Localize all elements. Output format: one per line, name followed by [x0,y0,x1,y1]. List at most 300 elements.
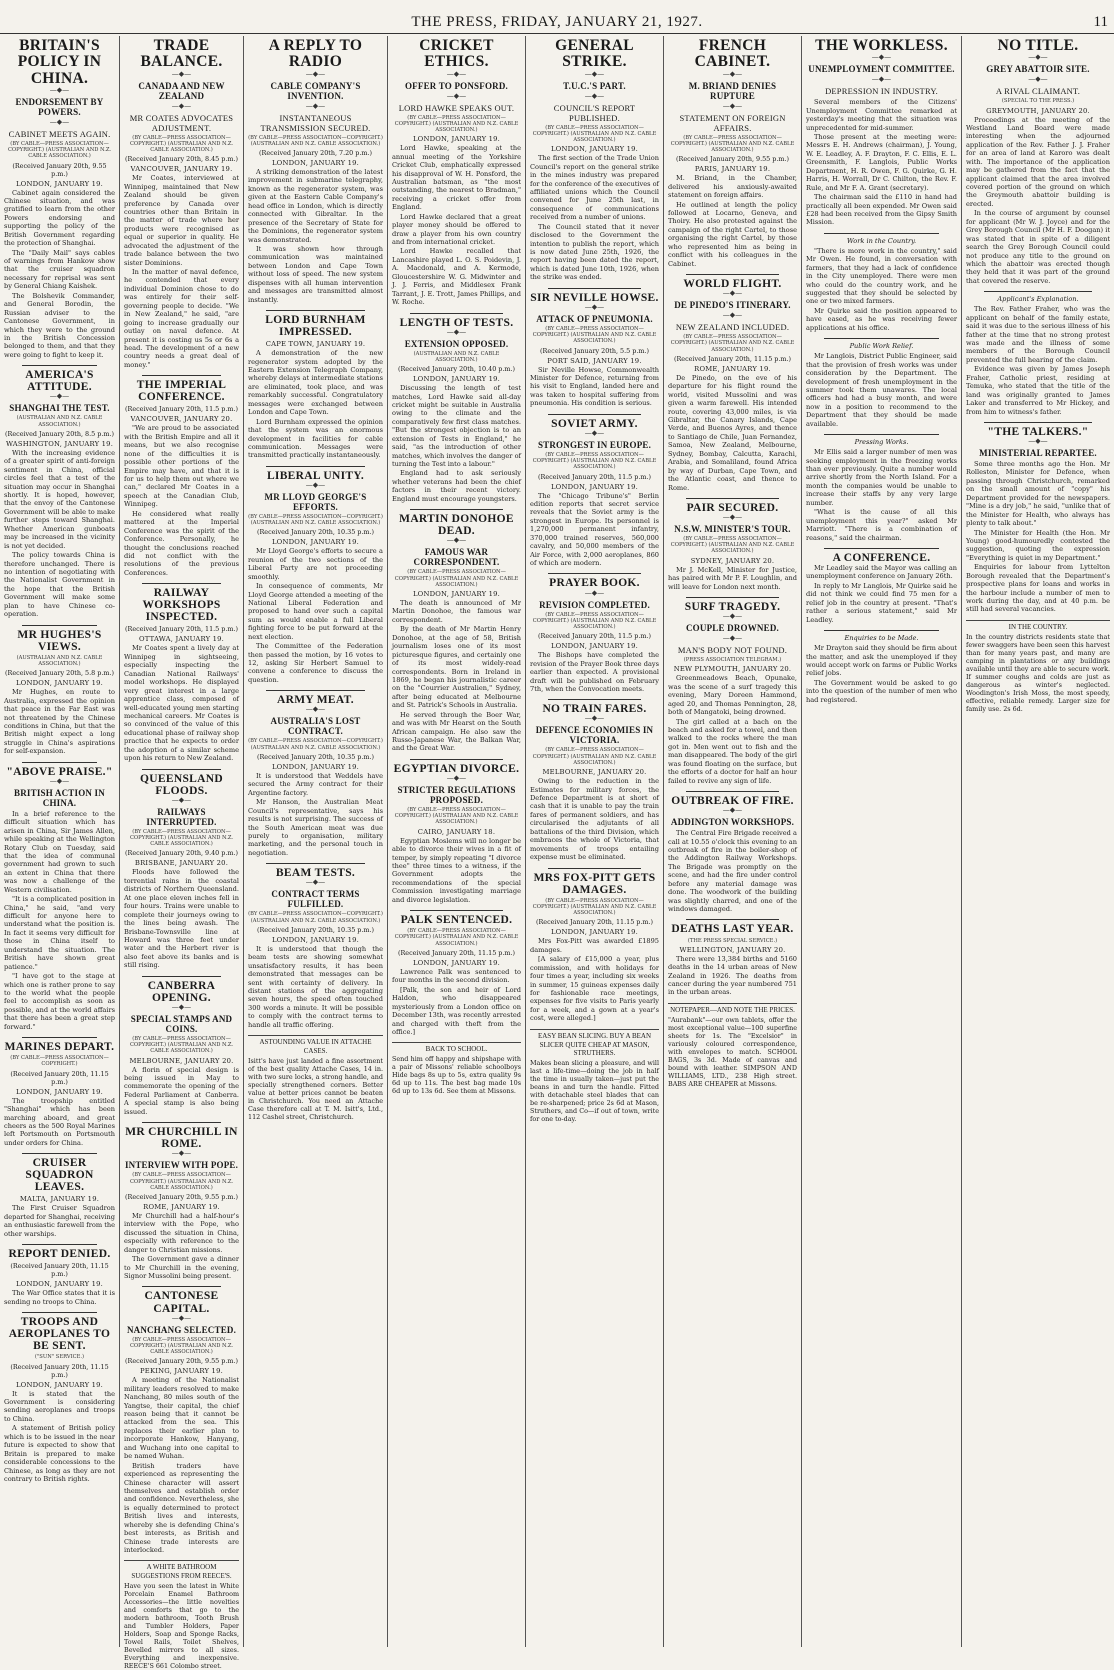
headline: CRICKET ETHICS. [419,37,494,71]
section-subheading: Enquiries to be Made. [844,634,919,643]
headline: PRAYER BOOK. [549,577,640,590]
dateline: NEW PLYMOUTH, JANUARY 20. [673,665,792,674]
headline-ornament: —◆— [584,302,605,311]
article-paragraph: Mr Ellis said a larger number of men was seeking employment in the freezing works than ever previously. Quite a number would arrive shortly from the North Island. For a month the companies would be unable to increase their staffs by any very large number. [806,448,957,507]
headline: GENERAL STRIKE. [555,37,634,71]
article-paragraph: Mr Langlois, District Public Engineer, said that the provision of fresh works was under consideration by the Department. The development of fresh unemployment in the summer took them unawares. The local officers had had a busy month, and were now in a position to recommend to the Department that they should be made available. [806,352,957,428]
headline: OUTBREAK OF FIRE. [671,795,794,807]
advertisement-heading: A WHITE BATHROOM SUGGESTIONS FROM REECE'S. [131,1563,232,1581]
headline-ornament: —◆— [722,311,743,320]
story-divider [266,863,365,864]
advertisement-heading: IN THE COUNTRY. [1008,622,1068,631]
news-story [124,769,239,970]
article-paragraph: He outlined at length the policy followed at Locarno, Geneva, and Thoiry. He also protested against the campaign of the right Cartel, to those organising the right Cartel, by those who represented him as being in conflict with his colleagues in the Cabinet. [668,200,797,268]
dateline: BRISBANE, JANUARY 20. [134,859,229,868]
advertisement-text: Have you seen the latest in White Porcelain Enamel Bathroom Accessories—the little novelties and comforts that go to the modern bathroom, Tooth Brush and Tumbler Holders, Paper Holders, Soap and Sponge Racks, Towel Rails, Toilet Shelves, Bevelled mirrors to all sizes. Everything and inexpensive. REECE'S 661 Colombo street. [124,1581,239,1670]
received-line: (Received January 20th, 9.55 p.m.) [676,155,789,164]
article-paragraph: Floods have followed the torrential rains in the coastal districts of Northern Queensland. At one place eleven inches fell in four hours. Trains were unable to complete their journeys owing to the lines being awash. The Brisbane-Townsville line at Howard was three feet under water and the Herbert river is also feet above its banks and is still rising. [124,868,239,970]
received-line: (Received January 20th, 10.35 p.m.) [256,752,375,761]
story-divider [686,597,779,598]
cable-credit: (BY CABLE—PRESS ASSOCIATION—COPYRIGHT.) (AUSTRALIAN AND N.Z. CABLE ASSOCIATION.) [129,1172,234,1191]
headline: TRADE BALANCE. [140,37,223,71]
article-paragraph: He served through the Boer War, and was with Mr Hearst on the South African campaign. He also saw the Russo-Japanese War, the Balkan War, and the Great War. [392,710,521,753]
news-story [248,38,383,304]
headline: FRENCH CABINET. [694,37,771,71]
headline: PAIR SECURED. [686,501,779,514]
news-story [668,38,797,268]
subheadline: NEW ZEALAND INCLUDED. [675,322,790,333]
subheadline: CANADA AND NEW ZEALAND [138,80,225,101]
cable-credit: (BY CABLE—PRESS ASSOCIATION—COPYRIGHT.) (AUSTRALIAN AND N.Z. CABLE ASSOCIATION.) [248,513,383,527]
news-story [4,1037,115,1147]
article-paragraph: A demonstration of the new regenerator system adopted by the Eastern Extension Telegraph Company, whereby delays at intermediate stations are eliminated, took place, and was remarkably successful. Congratulatory messages were exchanged between London and Cape Town. [248,349,383,417]
subheadline: UNEMPLOYMENT COMMITTEE. [808,64,955,75]
dateline: LONDON, JANUARY 19. [15,179,104,188]
news-story [248,466,383,685]
subheadline: ENDORSEMENT BY POWERS. [15,96,104,117]
dateline: LONDON, JANUARY 19. [412,958,501,967]
received-line: (Received January 20th, 11.5 p.m.) [538,632,651,641]
article-paragraph: With the increasing evidence of a greater spirit of anti-foreign sentiment in China, official circles feel that a test of the situation may occur in Shanghai shortly. It is hoped, however, that the envoy of the Cantonese Government will be able to make further steps toward Shanghai. Whether American gunboats may be increased in the vicinity is not yet decided. [4,448,115,550]
headline-ornament: —◆— [305,878,326,887]
dateline: LONDON, JANUARY 19. [550,145,639,154]
headline-ornament: —◆— [171,69,192,78]
subheadline: COUPLE DROWNED. [685,623,779,634]
advertisement [248,1035,383,1121]
received-line: (Received January 20th, 11.15 p.m.) [10,1262,109,1279]
article-paragraph: The Government would be asked to go into the question of the number of men who had registered. [806,678,957,704]
news-story [530,573,659,693]
dateline: LONDON, JANUARY 19. [15,1087,104,1096]
received-line: (Received January 20th, 11.15 p.m.) [535,918,654,927]
article-paragraph: The First Cruiser Squadron departed for Shanghai, receiving an enthusiastic farewell from the other warships. [4,1204,115,1238]
headline-ornament: —◆— [305,705,326,714]
article-paragraph: It was shown how through communication was maintained between London and Cape Town without loss of speed. The new system dispenses with all human intervention and messages are transmitted almost instantly. [248,244,383,304]
article-paragraph: The Council stated that it never disclosed to the Government the intention to publish the report, which is now dated June 25th, 1926, the report having been dated the report, which is dated June 10th, 1926, when the strike was ended. [530,222,659,282]
cable-credit: (BY CABLE—PRESS ASSOCIATION—COPYRIGHT.) (AUSTRALIAN AND N.Z. CABLE ASSOCIATION.) [532,611,657,630]
news-story [4,1244,115,1306]
section-subheading: Public Work Relief. [849,342,914,351]
news-story [124,38,239,369]
subheadline: DEPRESSION IN INDUSTRY. [825,86,938,97]
news-story [124,583,239,762]
subheadline: A RIVAL CLAIMANT. [995,86,1081,97]
article-paragraph: The "Daily Mail" says cables of warnings from Hankow show that the cruiser squadron necessary for reprisal was sent by General Chiang Kaishek. [4,248,115,291]
article-paragraph: In a brief reference to the difficult situation which has arisen in China, Sir James Allen, while speaking at the Wellington Rotary Club on Tuesday, said that the idea of communal government had grown to such an extent in China that there was now a challenge of the Western civilisation. [4,809,115,894]
cable-credit: (PRESS ASSOCIATION TELEGRAM.) [683,657,782,664]
news-story [4,38,115,359]
news-story [124,1122,239,1280]
story-divider [266,690,365,691]
news-story [392,509,521,753]
cable-credit: (BY CABLE—PRESS ASSOCIATION—COPYRIGHT.) (AUSTRALIAN AND N.Z. CABLE ASSOCIATION.) [129,1336,234,1356]
subheadline: BRITISH ACTION IN CHINA. [14,787,105,808]
cable-credit: (BY CABLE—PRESS ASSOCIATION—COPYRIGHT.) (AUSTRALIAN AND N.Z. CABLE ASSOCIATION.) [248,911,383,924]
story-divider [824,548,939,549]
headline-ornament: —◆— [446,536,467,545]
news-story [124,375,239,577]
news-story [392,759,521,904]
subheadline: T.U.C.'S PART. [563,80,626,91]
news-story [966,291,1110,416]
received-line: (Received January 20th, 11.15 p.m.) [673,354,792,363]
article-paragraph: The War Office states that it is sending no troops to China. [4,1289,115,1306]
cable-credit: (BY CABLE—PRESS ASSOCIATION—COPYRIGHT.) (AUSTRALIAN AND N.Z. CABLE ASSOCIATION.) [670,536,795,555]
article-paragraph: It is understood that Weddels have secured the Army contract for their Argentine factory. [248,771,383,797]
article-paragraph: Proceedings at the meeting of the Westland Land Board were made interesting when the adjourned application of the Rev. Father J. J. Fraher for an area of land at Karoro was dealt with. The importance of the application may be gathered from the fact that the applicant claimed that the area involved covered portion of the ground on which the Greymouth abattoir building is erected. [966,115,1110,208]
article-paragraph: The Bolshevik Commander, and General Borodin, the Russian adviser to the Cantonese Government, in which they were to the ground in the British Concession belonged to them, and that they were going to fight to keep it. [4,291,115,359]
advertisement-text: In the country districts residents state that fewer swaggers have been seen this harvest than for many years past, and many are camping in plantations or any buildings available until they are able to secure work. If summer coughs and colds are just as dangerous as winter's neglected. Woodington's Irish Moss, the most speedy, effective, reliable remedy. Larger size for family use. 2s 6d. [966,632,1110,713]
story-divider [142,375,221,376]
dateline: WELLINGTON, JANUARY 20. [679,945,786,954]
story-divider [824,233,939,234]
headline: ARMY MEAT. [277,694,354,707]
story-divider [548,699,641,700]
article-paragraph: De Pinedo, on the eve of his departure for his flight round the world, visited Mussolini and was given a warm farewell. His intended route, covering 43,000 miles, is via Gibraltar, the Canary Islands, Cape Verde, and Buenos Ayres, and thence to Santiago de Chile, Juan Fernandez, Samoa, New Zealand, Melbourne, Sydney, Bombay, Calcutta, Karachi, Arabia, and Somaliland, found Africa by way of Durban, Cape Town, and the Atlantic coast, and thence to Rome. [668,373,797,492]
cable-credit: (BY CABLE—PRESS ASSOCIATION—COPYRIGHT.) (AUSTRALIAN AND N.Z. CABLE ASSOCIATION.) [129,134,234,153]
cable-credit: (BY CABLE—PRESS ASSOCIATION—COPYRIGHT.) (AUSTRALIAN AND N.Z. CABLE ASSOCIATION.) [394,928,519,947]
received-line: (Received January 20th, 8.5 p.m.) [5,429,114,438]
news-story [806,233,957,332]
subheadline: MINISTERIAL REPARTEE. [979,448,1097,458]
advertisement-text: Isitt's have just landed a fine assortment of the best quality Attache Cases, 14 in. with two sure locks, a strong handle, and specially strengthened corners. Better value at better prices cannot be beaten in Christchurch. You need an Attache Case therefore call at T. M. Isitt's, Ltd., 112 Cashel street, Christchurch. [248,1056,383,1121]
news-story [124,1286,239,1554]
news-story [248,310,383,460]
story-divider [22,365,97,366]
subheadline: SHANGHAI THE TEST. [9,403,110,414]
subheadline: EXTENSION OPPOSED. [404,338,509,349]
article-paragraph: Lord Hawke, speaking at the annual meeting of the Yorkshire Cricket Club, emphatically expressed his disapproval of W. H. Ponsford, the Australian batsman, as "the most outstanding, the nearest to Bradman," receiving a cricket offer from England. [392,144,521,212]
article-paragraph: Mr J. McKell, Minister for Justice, has paired with Mr P. F. Loughlin, and will leave for London next month. [668,565,797,591]
received-line: (Received January 20th, 11.15 p.m.) [10,1362,109,1379]
story-divider [22,762,97,763]
subheadline: FAMOUS WAR CORRESPONDENT. [413,547,500,568]
article-paragraph: "There is more work in the country," said Mr Owen. He found, in conversation with farmers, that they had a lack of confidence in the City unemployed. There were men who could do the country work, and he suggested that they should be selected by one or two mixed farmers. [806,246,957,306]
subheadline: MR LLOYD GEORGE'S EFFORTS. [264,491,367,512]
story-divider [22,1244,97,1245]
article-paragraph: M. Briand, in the Chamber, delivered his anxiously-awaited statement on foreign affairs. [668,174,797,200]
article-paragraph: Mr Coates, interviewed at Winnipeg, maintained that New Zealand should be given preference by Canada over countries other than Britain in the matter of trade where her products were recognised as equal or superior in quality. He advocated the adjustment of the trade balance between the two sister Dominions. [124,174,239,267]
headline: SIR NEVILLE HOWSE. [530,291,659,304]
article-paragraph: Enquiries for labour from Lyttelton Borough revealed that the Department's prospective plans for loans and works in the harbour include a number of men to work during the day, and at 40 p.m. be still had several vacancies. [966,563,1110,614]
story-divider [22,1312,97,1313]
article-paragraph: Lord Hawke declared that a great player money should be offered to draw a player from his own country and from international cricket. [392,212,521,247]
headline: REPORT DENIED. [8,1248,111,1261]
masthead-title: THE PRESS, FRIDAY, JANUARY 21, 1927. [411,14,703,30]
cable-credit: (BY CABLE—PRESS ASSOCIATION—COPYRIGHT.) (AUSTRALIAN AND N.Z. CABLE ASSOCIATION.) [394,114,519,133]
headline-ornament: —◆— [722,634,743,643]
dateline: CAPE TOWN, JANUARY 19. [265,340,366,349]
news-story [668,919,797,996]
headline-ornament: —◆— [171,101,192,110]
dateline: MELBOURNE, JANUARY 20. [542,768,647,777]
news-story [392,313,521,504]
dateline: LONDON, JANUARY 19. [271,762,360,771]
newspaper-masthead [0,0,1114,34]
headline-ornament: —◆— [584,588,605,597]
received-line: (Received January 20th, 11.15 p.m.) [10,1069,109,1086]
story-divider [548,573,641,574]
news-story [4,365,115,618]
received-line: (Received January 20th, 9.40 p.m.) [125,849,238,858]
cable-credit: (BY CABLE—PRESS ASSOCIATION—COPYRIGHT.) (AUSTRALIAN AND N.Z. CABLE ASSOCIATION.) [532,897,657,917]
headline: AMERICA'S ATTITUDE. [25,369,94,394]
dateline: LONDON, JANUARY 19. [412,135,501,144]
headline-ornament: —◆— [305,101,326,110]
headline-ornament: —◆— [49,85,70,94]
cable-credit: (BY CABLE—PRESS ASSOCIATION—COPYRIGHT.) (AUSTRALIAN AND N.Z. CABLE ASSOCIATION.) [670,334,795,353]
cable-credit: (BY CABLE—PRESS ASSOCIATION—COPYRIGHT.) (AUSTRALIAN AND N.Z. CABLE ASSOCIATION.) [532,451,657,471]
headline: THE WORKLESS. [815,37,948,54]
cable-credit: (BY CABLE—PRESS ASSOCIATION—COPYRIGHT.) (AUSTRALIAN AND N.Z. CABLE ASSOCIATION.) [248,134,383,147]
headline-ornament: —◆— [171,1002,192,1011]
advertisement [392,1042,521,1095]
newspaper-columns [0,36,1114,1670]
section-subheading: Pressing Works. [854,438,909,447]
dateline: LONDON, JANUARY 19. [550,482,639,491]
dateline: PEKING, JANUARY 19. [140,1367,223,1376]
subheadline: OFFER TO PONSFORD. [404,80,509,91]
headline: BEAM TESTS. [275,867,356,880]
subheadline: LORD HAWKE SPEAKS OUT. [398,102,515,113]
story-divider [548,288,641,289]
headline-ornament: —◆— [871,53,892,62]
article-paragraph: A striking demonstration of the latest improvement in submarine telegraphy, known as the regenerator system, was given at the Eastern Cable Company's head office in London, which is directly connected with Gibraltar. In the presence of the Secretary of State for the Dominions, the regenerator system was demonstrated. [248,168,383,244]
headline-ornament: —◆— [446,69,467,78]
subheadline: STATEMENT ON FOREIGN AFFAIRS. [679,112,786,133]
headline-ornament: —◆— [446,773,467,782]
story-divider [266,466,365,467]
dateline: MALTA, JANUARY 19. [19,1195,100,1204]
article-paragraph: [Palk, the son and heir of Lord Haldon, who disappeared mysteriously from a London office on December 13th, was recently arrested and charged with theft from the office.] [392,985,521,1036]
headline-ornament: —◆— [446,91,467,100]
article-paragraph: The Bishops have completed the revision of the Prayer Book three days earlier than expected. A provisional draft will be published on February 7th, when the Convocation meets. [530,651,659,693]
subheadline: RAILWAYS INTERRUPTED. [146,806,217,827]
cable-credit: (AUSTRALIAN AND N.Z. CABLE ASSOCIATION.) [16,415,103,428]
headline: NO TITLE. [997,37,1079,54]
headline: SOVIET ARMY. [551,417,638,430]
subheadline: DEFENCE ECONOMIES IN VICTORIA. [535,725,654,746]
headline: SURF TRAGEDY. [684,601,781,614]
story-divider [824,434,939,435]
story-divider [984,291,1092,292]
subheadline: MR COATES ADVOCATES ADJUSTMENT. [129,112,234,133]
article-paragraph: The troopship entitled "Shanghai" which has been marching aboard, and great cheers as the 500 Royal Marines left Portsmouth on Portsmouth under orders for China. [4,1096,115,1147]
story-divider [142,1286,221,1287]
received-line: (Received January 20th, 5.8 p.m.) [5,669,114,678]
dateline: CAIRO, JANUARY 18. [417,827,496,836]
dateline: VANCOUVER, JANUARY 20. [130,415,233,424]
dateline: WASHINGTON, JANUARY 19. [5,439,114,448]
cable-credit: (BY CABLE—PRESS ASSOCIATION—COPYRIGHT.) (AUSTRALIAN AND N.Z. CABLE ASSOCIATION.) [129,1035,234,1055]
headline: LENGTH OF TESTS. [399,316,514,329]
advertisement-heading: BACK TO SCHOOL. [425,1045,488,1054]
received-line: (Received January 20th, 7.20 p.m.) [259,149,372,157]
article-paragraph: British traders have experienced as representing the Chinese character will assert themselves and establish order and confidence. Nevertheless, she is equally determined to protect British lives and interests, whereby she is defending China's best interests, as British and Chinese trade interests are interlocked. [124,1461,239,1555]
headline: CRUISER SQUADRON LEAVES. [25,1157,94,1194]
column-8 [962,36,1114,1647]
headline-ornament: —◆— [305,480,326,489]
dateline: ROME, JANUARY 19. [694,364,771,373]
section-subheading: Work in the Country. [846,236,917,245]
article-paragraph: "It is a complicated position in China," he said, "and very difficult for anyone here to understand what the position is. In fact it seems very difficult for those in China itself to understand the situation. The British have shown great patience." [4,895,115,971]
column-3 [244,36,388,1647]
article-paragraph: There were 13,384 births and 5160 deaths in the 14 urban areas of New Zealand in 1926. The deaths from cancer during the year numbered 751 in the urban areas. [668,954,797,997]
advertisement [530,1029,659,1123]
subheadline: CONTRACT TERMS FULFILLED. [271,889,360,910]
article-paragraph: A statement of British policy which is to be issued in the near future is expected to show that Britain is prepared to make considerable concessions to the Chinese, as long as they are not contrary to British rights. [4,1424,115,1483]
headline: "THE TALKERS." [987,425,1089,438]
dateline: LONDON, JANUARY 19. [550,642,639,651]
advertisement [966,620,1110,713]
article-paragraph: "We are proud to be associated with the British Empire and all it means, but we also recognise none of the difficulties it is possible other portions of the Empire may have, and that it is for us to help them out where we can," declared Mr Coates in a speech at the Canadian Club, Winnipeg. [124,424,239,509]
news-story [806,434,957,542]
dateline: LONDON, JANUARY 19. [550,928,639,937]
headline: PALK SENTENCED. [400,914,513,927]
article-paragraph: He considered what really mattered at the Imperial Conference was the spirit of the Conference. Personally, he thought the conclusions reached did not conflict with the resolutions of the previous Conferences. [124,509,239,577]
headline: THE IMPERIAL CONFERENCE. [136,379,227,404]
advertisement-text: Makes bean slicing a pleasure, and will last a life-time—doing the job in half the time in usually taken—just put the beans in and turn the handle. Fitted with detachable steel blades that can be re-sharpened; price 2s 6d at Mason, Struthers, and Co—if out of town, write for one to-day. [530,1059,659,1123]
news-story [806,630,957,704]
headline-ornament: —◆— [722,69,743,78]
news-story [806,338,957,428]
headline-ornament: —◆— [446,327,467,336]
article-paragraph: Lord Hawke recalled that Lancashire played L. O. S. Poidevin, J. A. Macdonald, and A. Kermode, Gloucestershire W. G. Midwinter and J. J. Ferris, and Middlesex Frank Tarrant, J. E. Trott, James Phillips, and W. Roche. [392,247,522,307]
headline-ornament: —◆— [722,513,743,521]
dateline: LONDON, JANUARY 19. [271,159,360,167]
dateline: LONDON, JANUARY 19. [271,935,360,944]
subheadline: AUSTRALIA'S LOST CONTRACT. [270,716,361,737]
news-story [966,422,1110,614]
story-divider [22,1153,97,1154]
advertisement-heading: NOTEPAPER—AND NOTE THE PRICES. [670,1005,795,1014]
headline: EGYPTIAN DIVORCE. [393,762,520,775]
headline-ornament: —◆— [49,117,70,126]
story-divider [686,791,779,792]
article-paragraph: Mr Drayton said they should be firm about the matter, and ask the unemployed if they would accept work on farms or Public Works relief jobs. [806,644,957,678]
cable-credit: (BY CABLE—PRESS ASSOCIATION—COPYRIGHT.) (AUSTRALIAN AND N.Z. CABLE ASSOCIATION.) [394,569,519,588]
news-story [530,699,659,861]
headline-ornament: —◆— [722,806,743,815]
article-paragraph: A florin of special design is being issued in May to commemorate the opening of the Federal Parliament at Canberra. A special stamp is also being issued. [124,1065,239,1116]
news-story [4,625,115,756]
news-story [4,1153,115,1238]
subheadline: SPECIAL STAMPS AND COINS. [130,1013,233,1034]
subheadline: ATTACK OF PNEUMONIA. [536,313,653,324]
headline: DEATHS LAST YEAR. [671,923,794,936]
article-paragraph: A meeting of the Nationalist military leaders resolved to make Nanchang, 80 miles south of the Yangtse, their capital, the chief reason being that it cannot be attacked from the sea. This replaces their earlier plan to incorporate Hankow, Hanyang, and Wuchang into one capital to be named Wuhan. [124,1376,239,1461]
story-divider [824,338,939,339]
received-line: (Received January 20th, 9.55 p.m.) [125,1192,238,1201]
article-paragraph: "I have got to the stage at which one is rather prone to say to the world what the people feel to accomplish as soon as possible, and at the world affairs that there has been a great step forward." [4,972,115,1031]
received-line: (Received January 20th, 10.35 p.m.) [256,925,375,934]
received-line: (Received January 20th, 11.5 p.m.) [538,472,651,481]
cable-credit: (BY CABLE—PRESS ASSOCIATION—COPYRIGHT.) (AUSTRALIAN AND N.Z. CABLE ASSOCIATION.) [532,747,657,766]
headline: CANTONESE CAPITAL. [144,1290,219,1315]
story-divider [686,498,779,499]
story-divider [548,868,641,869]
advertisement [124,1560,239,1670]
news-story [124,976,239,1116]
cable-credit: (AUSTRALIAN AND N.Z. CABLE ASSOCIATION.) [413,350,500,363]
headline-ornament: —◆— [49,776,70,785]
headline-ornament: —◆— [722,289,743,298]
column-1 [0,36,120,1647]
story-divider [984,422,1092,423]
news-story [966,38,1110,285]
headline: A REPLY TO RADIO [268,37,363,71]
subheadline: DE PINEDO'S ITINERARY. [674,300,791,311]
dateline: LONDON, JANUARY 19. [271,538,360,547]
subheadline: NANCHANG SELECTED. [126,1324,237,1335]
headline: LORD BURNHAM IMPRESSED. [265,314,366,339]
article-paragraph: Greenmeadows Beach, Opunake, was the scene of a surf tragedy this evening, Mary Doreen Hammond, aged 20, and Thomas Pennington, 28, both of Mangatoki, being drowned. [668,674,797,717]
article-paragraph: Discussing the length of test matches, Lord Hawke said all-day cricket might be suitable in Australia owing to the climate and the comparatively few first class matches. "But the strongest objection is to an extension of Tests in England," he said, "as the introduction of other matches, which involves the danger of turning the Test into a labour." [392,384,521,469]
article-paragraph: "What is the cause of all this unemployment this year?" asked Mr Marriott. "There is a combination of reasons," said the chairman. [806,508,957,542]
headline-ornament: —◆— [584,714,605,723]
cable-credit: (BY CABLE—PRESS ASSOCIATION—COPYRIGHT.) (AUSTRALIAN AND N.Z. CABLE ASSOCIATION.) [248,738,383,751]
story-divider [410,509,503,510]
article-paragraph: The Government gave a dinner to Mr Churchill in the evening, Signor Mussolini being present. [124,1255,239,1281]
subheadline: ADDINGTON WORKSHOPS. [670,817,795,828]
dateline: GREYMOUTH, JANUARY 20. [986,106,1090,115]
article-paragraph: The girl called at a bach on the beach and asked for a towel, and then walked to the rocks where the man got in. Men went out to fish and the man disappeared. The body of the girl was found floating on the surface, but the efforts of a doctor for half an hour failed to revive any sign of life. [668,717,797,785]
cable-credit: (AUSTRALIAN AND N.Z. CABLE ASSOCIATION.) [16,654,103,667]
dateline: LONDON, JANUARY 19. [412,375,501,384]
dateline: LONDON, JANUARY 19. [15,679,104,688]
headline-ornament: —◆— [171,1149,192,1158]
article-paragraph: By the death of Mr Martin Henry Donohoe, at the age of 58, British journalism loses one of its most picturesque figures, and certainly one of its most widely-read correspondents. Born in Ireland in 1869, he began his journalistic career on the "Courrier Australien," Sydney, after being educated at Melbourne and St. Patrick's Schools in Australia. [392,625,521,710]
headline: NO TRAIN FARES. [542,703,647,716]
dateline: MELBOURNE, JANUARY 20. [129,1056,234,1065]
news-story [806,38,957,227]
subheadline: M. BRIAND DENIES RUPTURE [688,80,777,101]
headline-ornament: —◆— [584,69,605,78]
column-2 [120,36,244,1670]
news-story [4,762,115,1031]
article-paragraph: England had to ask seriously whether veterans had been the chief factors in their recent victory. England must encourage youngsters. [392,469,521,503]
story-divider [686,919,779,920]
advertisement [668,1003,797,1088]
article-paragraph: Mr Lloyd George's efforts to secure a reunion of the two sections of the Liberal Party are not proceeding smoothly. [248,547,383,581]
news-story [668,791,797,913]
article-paragraph: Lawrence Palk was sentenced to four months in the second division. [392,967,521,985]
article-paragraph: In consequence of comments, Mr Lloyd George attended a meeting of the National Liberal Federation and proposed to hand over such a capital sum as would enable a full Liberal fighting force to be put forward at the next election. [248,582,383,641]
article-paragraph: Several members of the Citizens' Unemployment Committee remarked at yesterday's meeting that the situation was unprecedented for mid-summer. [806,98,957,132]
headline-ornament: —◆— [171,1313,192,1322]
column-6 [664,36,802,1647]
headline: TROOPS AND AEROPLANES TO BE SENT. [8,1316,111,1353]
news-story [668,498,797,591]
headline: MR CHURCHILL IN ROME. [125,1126,238,1151]
column-4 [388,36,526,1647]
headline-ornament: —◆— [1028,437,1048,445]
story-divider [22,625,97,626]
headline: RAILWAY WORKSHOPS INSPECTED. [142,587,221,624]
news-story [806,548,957,624]
article-paragraph: The Committee of the Federation then passed the motion, by 16 votes to 12, asking Sir Herbert Samuel to convene a conference to discuss the question. [248,642,383,684]
cable-credit: (BY CABLE—PRESS ASSOCIATION—COPYRIGHT.) [10,1055,109,1068]
article-paragraph: Sir Neville Howse, Commonwealth Minister for Defence, returning from his visit to England, landed here and was taken to hospital suffering from pneumonia. His condition is serious. [530,365,659,408]
article-paragraph: Evidence was given by James Joseph Fraher, Catholic priest, residing at Temuka, who stated that the title of the land was originally granted to James Laker and transferred to Mr Hickey, and from him to witness's father. [966,365,1110,416]
headline: MRS FOX-PITT GETS DAMAGES. [533,871,656,896]
story-divider [142,1122,221,1123]
article-paragraph: The first section of the Trade Union Council's report on the general strike in the mines industry was prepared for the conference of the executives of affiliated unions which the Council convened for June 25th last, in consequence of communications received from a number of unions. [530,154,659,222]
received-line: (Received January 20th, 5.5 p.m.) [540,346,649,355]
headline-ornament: —◆— [305,69,326,78]
news-story [530,288,659,408]
dateline: OTTAWA, JANUARY 19. [138,635,225,644]
